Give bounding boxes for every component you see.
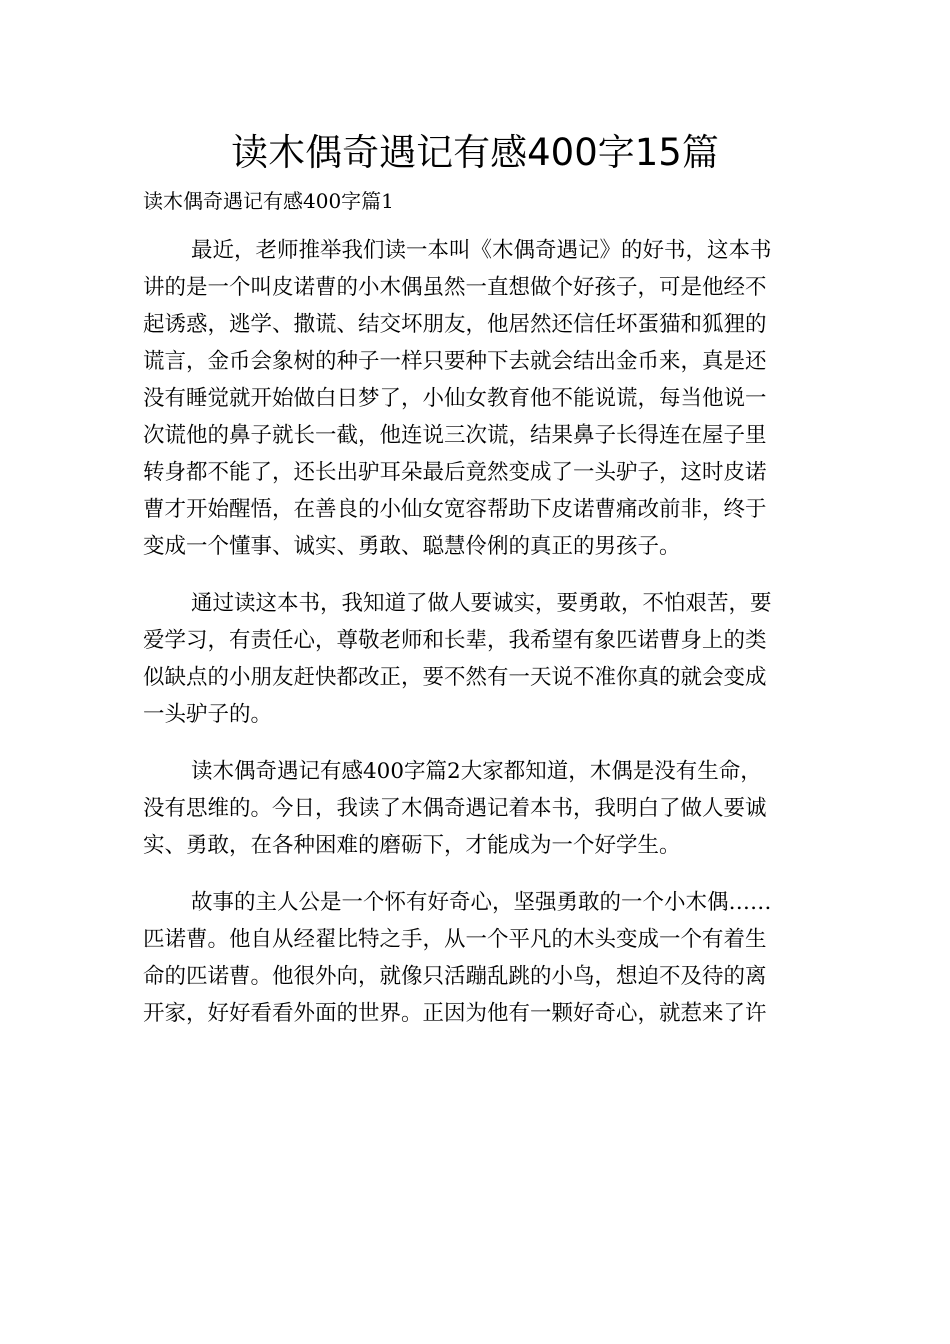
paragraph-line: 没有思维的。今日，我读了木偶奇遇记着本书，我明白了做人要诚	[143, 796, 767, 821]
paragraph-gap	[143, 565, 807, 585]
paragraph-line: 讲的是一个叫皮诺曹的小木偶虽然一直想做个好孩子，可是他经不	[143, 275, 767, 300]
paragraph-line: 谎言，金币会象树的种子一样只要种下去就会结出金币来，真是还	[143, 349, 767, 374]
paragraph-line: 最近，老师推举我们读一本叫《木偶奇遇记》的好书，这本书	[191, 238, 772, 263]
paragraph-line: 读木偶奇遇记有感400字篇2大家都知道，木偶是没有生命，	[191, 759, 762, 784]
section-heading: 读木偶奇遇记有感400字篇1	[143, 189, 394, 213]
paragraph-gap	[143, 733, 807, 753]
paragraph-line: 一头驴子的。	[143, 702, 273, 727]
paragraph-line: 没有睡觉就开始做白日梦了，小仙女教育他不能说谎，每当他说一	[143, 386, 767, 411]
paragraph-line: 故事的主人公是一个怀有好奇心，坚强勇敢的一个小木偶……	[191, 890, 772, 915]
paragraph-4	[143, 884, 807, 1032]
paragraph-3	[143, 753, 807, 864]
paragraph-line: 转身都不能了，还长出驴耳朵最后竟然变成了一头驴子，这时皮诺	[143, 460, 767, 485]
document-title: 读木偶奇遇记有感400字15篇	[231, 131, 719, 174]
paragraph-gap	[143, 864, 807, 884]
paragraph-line: 变成一个懂事、诚实、勇敢、聪慧伶俐的真正的男孩子。	[143, 534, 681, 559]
paragraph-line: 命的匹诺曹。他很外向，就像只活蹦乱跳的小鸟，想迫不及待的离	[143, 964, 767, 989]
document-body	[143, 232, 807, 1032]
paragraph-line: 次谎他的鼻子就长一截，他连说三次谎，结果鼻子长得连在屋子里	[143, 423, 767, 448]
paragraph-1	[143, 232, 807, 565]
paragraph-line: 实、勇敢，在各种困难的磨砺下，才能成为一个好学生。	[143, 833, 681, 858]
paragraph-2	[143, 585, 807, 733]
paragraph-line: 通过读这本书，我知道了做人要诚实，要勇敢，不怕艰苦，要	[191, 591, 772, 616]
paragraph-line: 似缺点的小朋友赶快都改正，要不然有一天说不准你真的就会变成	[143, 665, 767, 690]
paragraph-line: 起诱惑，逃学、撒谎、结交坏朋友，他居然还信任坏蛋猫和狐狸的	[143, 312, 767, 337]
paragraph-line: 曹才开始醒悟，在善良的小仙女宽容帮助下皮诺曹痛改前非，终于	[143, 497, 767, 522]
paragraph-line: 匹诺曹。他自从经翟比特之手，从一个平凡的木头变成一个有着生	[143, 927, 767, 952]
paragraph-line: 爱学习，有责任心，尊敬老师和长辈，我希望有象匹诺曹身上的类	[143, 628, 767, 653]
paragraph-line: 开家，好好看看外面的世界。正因为他有一颗好奇心，就惹来了许	[143, 1001, 767, 1026]
